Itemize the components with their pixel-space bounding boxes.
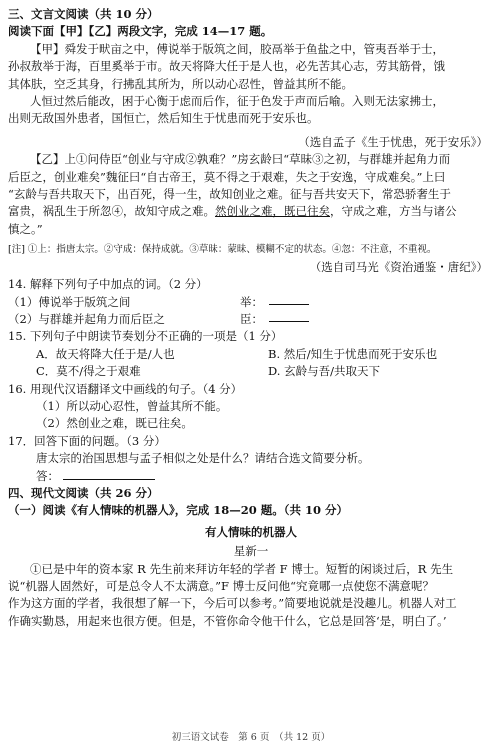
question-15 [8,328,494,380]
question-item: （1）所以动心忍性，曾益其所不能。 [36,398,228,413]
footnotes: [注] ①上：指唐太宗。②守成：保持成就。③草昧：蒙昧、模糊不定的状态。④忽：不注意，不重视。 [8,244,437,256]
passage-jia [8,41,494,128]
passage-line: “玄龄与吾共取天下，出百死，得一生，故知创业之难。征与吾共安天下，常恐骄奢生于 [8,187,451,202]
passage-line: 慎之。” [8,221,43,236]
passage-line: 【乙】上①问侍臣“创业与守成②孰难？”房玄龄曰“草昧③之初，与群雄并起角力而 [30,152,451,167]
article-line: 作确实勤恳，用起来也很方便。但是，不管你命令他干什么，它总是回答‘是，明白了。’ [8,613,447,628]
question-title: 15. 下列句子中朗读节奏划分不正确的一项是（1 分） [8,329,283,344]
passage-text: ，守成之难，方当与诸公 [330,204,457,219]
article-line: 说“机器人固然好，可是总令人不太满意。”F 博士反问他“究竟哪一点使您不满意呢？ [8,579,435,593]
question-16 [8,381,494,433]
jia-source: （选自孟子《生于忧患，死于安乐》） [298,134,488,149]
passage-text: 富贵，祸乱生于所忽④，故知守成之难。 [8,204,215,219]
article-paragraph [8,561,494,631]
passage-line: 出则无敌国外患者，国恒亡，然后知生于忧患而死于安乐也。 [8,111,319,126]
question-17 [8,433,494,485]
section4-heading: 四、现代文阅读（共 26 分） [8,485,159,500]
question-item: （2）与群雄并起角力而后臣之 臣： [8,311,494,328]
section4-subheading: （一）阅读《有人情味的机器人》，完成 18—20 题。（共 10 分） [8,503,349,518]
question-title: 16. 用现代汉语翻译文中画线的句子。（4 分） [8,381,243,396]
option-a: A．故天将降大任于是/人也 [36,346,175,361]
passage-line: 人恒过然后能改，困于心衡于虑而后作，征于色发于声而后喻。入则无法家拂士， [30,94,444,109]
passage-yi [8,151,494,238]
article-author: 星新一 [233,544,269,559]
passage-line: 后臣之，创业难矣”魏征曰“自古帝王，莫不得之于艰难，失之于安逸，守成难矣。”上曰 [8,169,446,184]
question-title: 14. 解释下列句子中加点的词。（2 分） [8,277,208,292]
option-b: B. 然后/知生于忧患而死于安乐也 [268,346,438,361]
article-title: 有人情味的机器人 [205,524,297,539]
underlined-sentence: 然创业之难，既已往矣 [215,204,330,219]
section3-heading: 三、文言文阅读（共 10 分） [8,7,159,21]
section3-instruction: 阅读下面【甲】【乙】两段文字，完成 14—17 题。 [8,24,273,39]
answer-line: 答： [8,468,494,485]
exam-page [8,6,494,630]
article-line: 作为这方面的学者，我很想了解一下，今后可以参考。”简要地说就是没趣儿。机器人对工 [8,596,457,611]
answer-blank[interactable] [269,294,309,305]
answer-blank[interactable] [63,469,155,480]
question-title: 17．回答下面的问题。（3 分） [8,433,166,448]
passage-line: 其体肤，空乏其身，行拂乱其所为，所以动心忍性，曾益其所不能。 [8,76,353,91]
answer-blank[interactable] [269,311,309,322]
question-item: （2）然创业之难，既已往矣。 [36,416,193,431]
article-line: ①已是中年的资本家 R 先生前来拜访年轻的学者 F 博士。短暂的闲谈过后，R 先生 [30,561,454,576]
passage-line: 孙叔敖举于海，百里奚举于市。故天将降大任于是人也，必先苦其心志，劳其筋骨，饿 [8,59,445,74]
passage-line [8,203,494,220]
option-d: D. 玄龄与吾/共取天下 [268,364,380,379]
option-row [8,363,494,380]
option-c: C．莫不/得之于艰难 [36,364,141,379]
yi-source: （选自司马光《资治通鉴・唐纪》） [309,259,488,274]
question-text: 唐太宗的治国思想与孟子相似之处是什么？请结合选文简要分析。 [36,451,370,466]
question-14 [8,276,494,328]
question-item: （1）傅说举于版筑之间 举： [8,294,494,311]
page-footer: 初三语文试卷 第 6 页 （共 12 页） [171,732,331,743]
passage-line: 【甲】舜发于畎亩之中，傅说举于版筑之间，胶鬲举于鱼盐之中，管夷吾举于士， [30,41,444,56]
option-row [8,346,494,363]
